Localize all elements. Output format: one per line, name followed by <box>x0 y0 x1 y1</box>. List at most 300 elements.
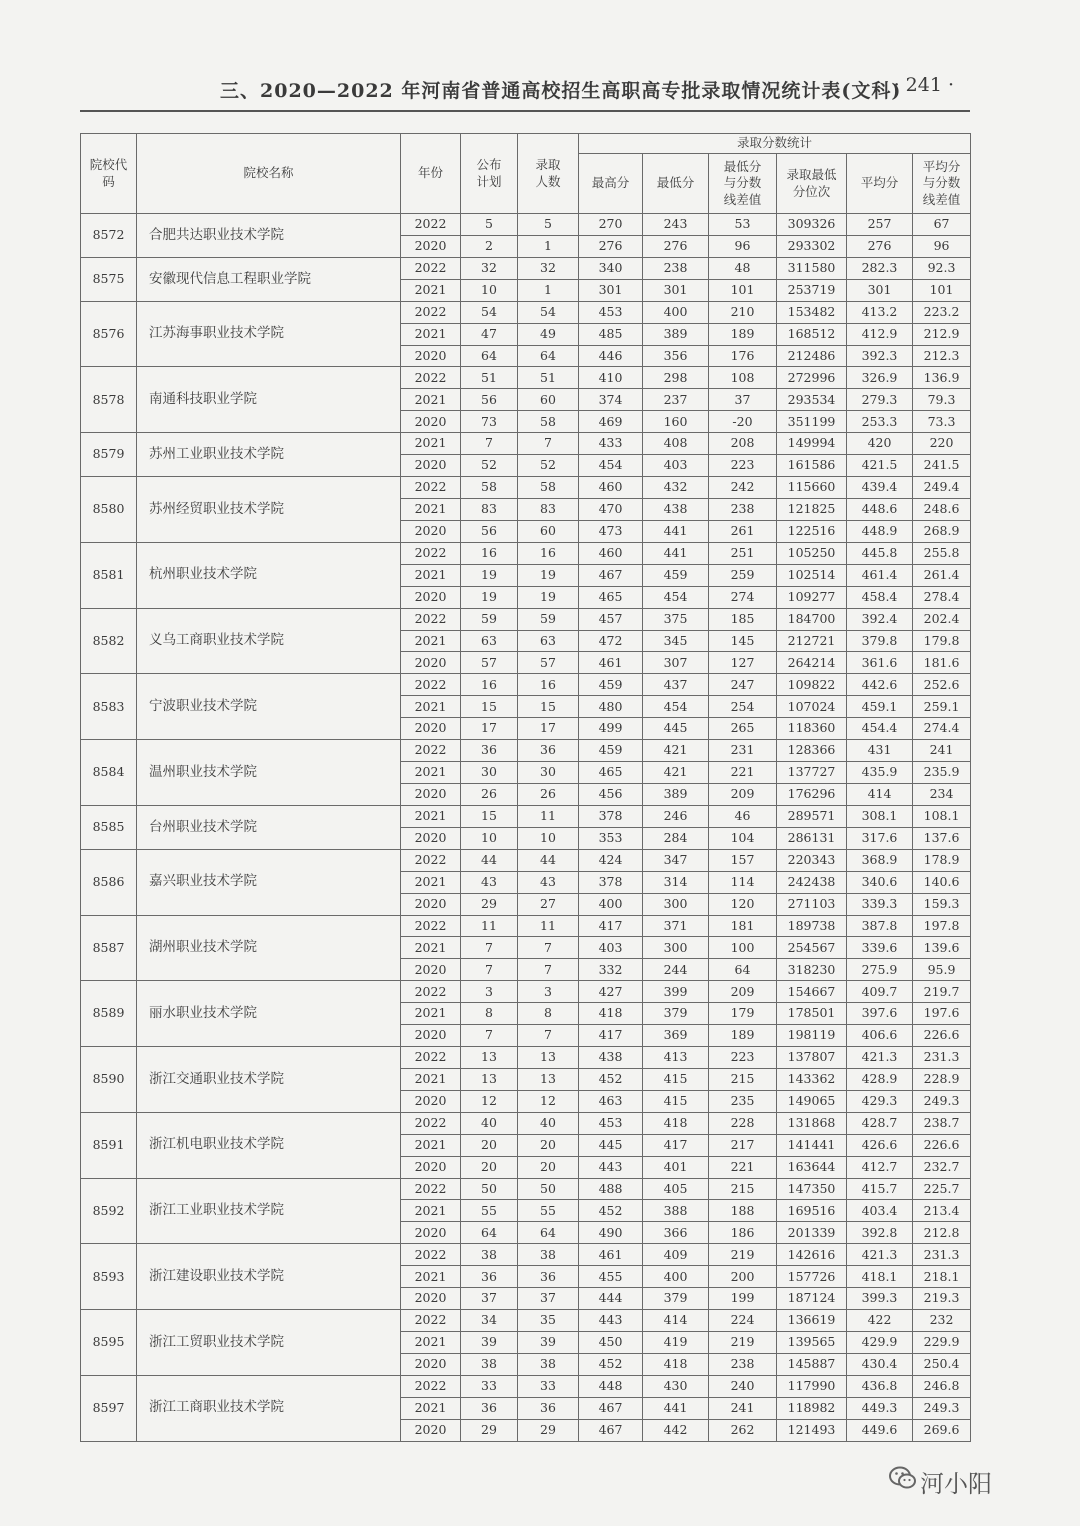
school-code: 8591 <box>81 1112 137 1178</box>
cell-max-score: 448 <box>579 1375 643 1397</box>
cell-admitted: 17 <box>518 718 579 740</box>
cell-admitted: 64 <box>518 1222 579 1244</box>
cell-plan: 26 <box>461 783 518 805</box>
cell-year: 2021 <box>401 1134 461 1156</box>
cell-min-rank: 102514 <box>777 564 847 586</box>
cell-min-diff: 231 <box>709 740 777 762</box>
table-row <box>81 477 971 499</box>
cell-min-score: 371 <box>643 915 709 937</box>
cell-year: 2020 <box>401 1353 461 1375</box>
school-name: 嘉兴职业技术学院 <box>137 849 401 915</box>
cell-min-score: 379 <box>643 1003 709 1025</box>
cell-admitted: 40 <box>518 1112 579 1134</box>
cell-max-score: 467 <box>579 564 643 586</box>
col-header-admitted: 录取人数 <box>518 134 579 214</box>
cell-admitted: 27 <box>518 893 579 915</box>
cell-max-score: 455 <box>579 1266 643 1288</box>
cell-admitted: 11 <box>518 805 579 827</box>
cell-avg-diff: 219.3 <box>913 1288 971 1310</box>
cell-avg-diff: 268.9 <box>913 520 971 542</box>
cell-year: 2021 <box>401 1200 461 1222</box>
cell-admitted: 60 <box>518 520 579 542</box>
table-row <box>81 915 971 937</box>
table-row <box>81 1178 971 1200</box>
cell-min-score: 415 <box>643 1090 709 1112</box>
cell-avg-score: 429.3 <box>847 1090 913 1112</box>
cell-min-diff: 265 <box>709 718 777 740</box>
cell-avg-score: 439.4 <box>847 477 913 499</box>
cell-admitted: 13 <box>518 1047 579 1069</box>
cell-min-diff: 53 <box>709 214 777 236</box>
school-code: 8592 <box>81 1178 137 1244</box>
cell-avg-score: 431 <box>847 740 913 762</box>
cell-plan: 7 <box>461 433 518 455</box>
cell-year: 2021 <box>401 805 461 827</box>
cell-avg-score: 412.9 <box>847 323 913 345</box>
cell-admitted: 26 <box>518 783 579 805</box>
cell-min-rank: 128366 <box>777 740 847 762</box>
cell-min-diff: 240 <box>709 1375 777 1397</box>
cell-min-diff: 251 <box>709 542 777 564</box>
cell-avg-diff: 213.4 <box>913 1200 971 1222</box>
cell-min-score: 405 <box>643 1178 709 1200</box>
cell-min-score: 246 <box>643 805 709 827</box>
cell-min-score: 307 <box>643 652 709 674</box>
school-code: 8582 <box>81 608 137 674</box>
cell-year: 2021 <box>401 1397 461 1419</box>
cell-admitted: 1 <box>518 235 579 257</box>
cell-plan: 13 <box>461 1047 518 1069</box>
cell-avg-diff: 269.6 <box>913 1419 971 1441</box>
cell-admitted: 37 <box>518 1288 579 1310</box>
cell-avg-score: 275.9 <box>847 959 913 981</box>
cell-year: 2021 <box>401 1266 461 1288</box>
cell-avg-score: 392.8 <box>847 1222 913 1244</box>
cell-min-diff: 241 <box>709 1397 777 1419</box>
school-code: 8587 <box>81 915 137 981</box>
cell-min-diff: 199 <box>709 1288 777 1310</box>
cell-avg-diff: 226.6 <box>913 1134 971 1156</box>
cell-year: 2020 <box>401 1419 461 1441</box>
cell-avg-diff: 108.1 <box>913 805 971 827</box>
cell-min-rank: 105250 <box>777 542 847 564</box>
school-code: 8576 <box>81 301 137 367</box>
cell-min-diff: 238 <box>709 498 777 520</box>
cell-min-diff: 189 <box>709 323 777 345</box>
cell-plan: 64 <box>461 345 518 367</box>
cell-min-score: 419 <box>643 1332 709 1354</box>
cell-avg-diff: 67 <box>913 214 971 236</box>
cell-plan: 43 <box>461 871 518 893</box>
cell-admitted: 35 <box>518 1310 579 1332</box>
cell-min-rank: 122516 <box>777 520 847 542</box>
cell-avg-diff: 246.8 <box>913 1375 971 1397</box>
cell-avg-score: 392.3 <box>847 345 913 367</box>
cell-avg-score: 421.3 <box>847 1047 913 1069</box>
cell-max-score: 438 <box>579 1047 643 1069</box>
admission-stats-table <box>80 133 971 1442</box>
cell-avg-score: 422 <box>847 1310 913 1332</box>
cell-max-score: 450 <box>579 1332 643 1354</box>
cell-avg-score: 421.5 <box>847 455 913 477</box>
cell-min-diff: 223 <box>709 455 777 477</box>
cell-avg-diff: 252.6 <box>913 674 971 696</box>
cell-min-score: 418 <box>643 1112 709 1134</box>
cell-min-score: 417 <box>643 1134 709 1156</box>
cell-max-score: 473 <box>579 520 643 542</box>
cell-min-score: 454 <box>643 586 709 608</box>
school-code: 8580 <box>81 477 137 543</box>
table-row <box>81 542 971 564</box>
cell-avg-diff: 181.6 <box>913 652 971 674</box>
cell-max-score: 276 <box>579 235 643 257</box>
cell-min-rank: 212486 <box>777 345 847 367</box>
cell-min-rank: 254567 <box>777 937 847 959</box>
school-name: 安徽现代信息工程职业学院 <box>137 257 401 301</box>
table-body <box>81 214 971 1442</box>
cell-min-rank: 118982 <box>777 1397 847 1419</box>
cell-admitted: 5 <box>518 214 579 236</box>
cell-avg-diff: 248.6 <box>913 498 971 520</box>
cell-avg-score: 326.9 <box>847 367 913 389</box>
cell-min-diff: 242 <box>709 477 777 499</box>
cell-min-score: 454 <box>643 696 709 718</box>
cell-avg-diff: 140.6 <box>913 871 971 893</box>
col-header-avg: 平均分 <box>847 154 913 214</box>
cell-avg-score: 282.3 <box>847 257 913 279</box>
cell-min-rank: 136619 <box>777 1310 847 1332</box>
cell-admitted: 7 <box>518 1025 579 1047</box>
cell-avg-diff: 178.9 <box>913 849 971 871</box>
cell-min-rank: 121493 <box>777 1419 847 1441</box>
cell-plan: 12 <box>461 1090 518 1112</box>
cell-min-diff: 189 <box>709 1025 777 1047</box>
cell-min-diff: 145 <box>709 630 777 652</box>
cell-avg-diff: 231.3 <box>913 1047 971 1069</box>
cell-year: 2020 <box>401 783 461 805</box>
cell-year: 2022 <box>401 301 461 323</box>
cell-plan: 52 <box>461 455 518 477</box>
cell-min-diff: 37 <box>709 389 777 411</box>
school-name: 浙江建设职业技术学院 <box>137 1244 401 1310</box>
cell-avg-diff: 235.9 <box>913 762 971 784</box>
cell-year: 2021 <box>401 1068 461 1090</box>
cell-min-score: 244 <box>643 959 709 981</box>
cell-max-score: 374 <box>579 389 643 411</box>
cell-plan: 19 <box>461 564 518 586</box>
table-row <box>81 301 971 323</box>
cell-plan: 3 <box>461 981 518 1003</box>
cell-min-score: 408 <box>643 433 709 455</box>
cell-min-score: 414 <box>643 1310 709 1332</box>
table-row <box>81 1375 971 1397</box>
cell-min-diff: 101 <box>709 279 777 301</box>
cell-plan: 7 <box>461 937 518 959</box>
cell-min-diff: 262 <box>709 1419 777 1441</box>
cell-plan: 8 <box>461 1003 518 1025</box>
cell-admitted: 52 <box>518 455 579 477</box>
cell-avg-diff: 197.6 <box>913 1003 971 1025</box>
cell-min-score: 356 <box>643 345 709 367</box>
cell-avg-score: 339.3 <box>847 893 913 915</box>
school-name: 浙江工贸职业技术学院 <box>137 1310 401 1376</box>
cell-avg-score: 428.7 <box>847 1112 913 1134</box>
cell-plan: 57 <box>461 652 518 674</box>
cell-avg-diff: 228.9 <box>913 1068 971 1090</box>
cell-year: 2021 <box>401 937 461 959</box>
cell-min-score: 298 <box>643 367 709 389</box>
cell-admitted: 19 <box>518 586 579 608</box>
cell-max-score: 378 <box>579 871 643 893</box>
school-code: 8593 <box>81 1244 137 1310</box>
col-header-min-diff: 最低分与分数线差值 <box>709 154 777 214</box>
cell-year: 2020 <box>401 1090 461 1112</box>
cell-min-score: 441 <box>643 520 709 542</box>
table-row <box>81 674 971 696</box>
school-name: 江苏海事职业技术学院 <box>137 301 401 367</box>
cell-max-score: 457 <box>579 608 643 630</box>
cell-year: 2020 <box>401 959 461 981</box>
cell-min-diff: 64 <box>709 959 777 981</box>
cell-year: 2022 <box>401 849 461 871</box>
cell-year: 2020 <box>401 235 461 257</box>
cell-min-diff: -20 <box>709 411 777 433</box>
cell-max-score: 459 <box>579 740 643 762</box>
cell-avg-diff: 249.3 <box>913 1397 971 1419</box>
cell-min-diff: 46 <box>709 805 777 827</box>
cell-avg-score: 301 <box>847 279 913 301</box>
cell-avg-score: 308.1 <box>847 805 913 827</box>
cell-plan: 50 <box>461 1178 518 1200</box>
col-header-year: 年份 <box>401 134 461 214</box>
cell-year: 2020 <box>401 345 461 367</box>
cell-min-diff: 274 <box>709 586 777 608</box>
cell-min-rank: 293302 <box>777 235 847 257</box>
cell-min-diff: 96 <box>709 235 777 257</box>
school-name: 浙江交通职业技术学院 <box>137 1047 401 1113</box>
cell-year: 2021 <box>401 630 461 652</box>
cell-min-score: 400 <box>643 301 709 323</box>
cell-year: 2020 <box>401 520 461 542</box>
cell-avg-diff: 218.1 <box>913 1266 971 1288</box>
school-name: 杭州职业技术学院 <box>137 542 401 608</box>
cell-avg-score: 399.3 <box>847 1288 913 1310</box>
cell-year: 2021 <box>401 564 461 586</box>
cell-max-score: 433 <box>579 433 643 455</box>
cell-min-diff: 120 <box>709 893 777 915</box>
cell-min-score: 441 <box>643 542 709 564</box>
cell-admitted: 11 <box>518 915 579 937</box>
cell-min-score: 415 <box>643 1068 709 1090</box>
school-name: 浙江机电职业技术学院 <box>137 1112 401 1178</box>
cell-min-rank: 157726 <box>777 1266 847 1288</box>
table-row <box>81 433 971 455</box>
cell-min-score: 389 <box>643 783 709 805</box>
cell-avg-score: 392.4 <box>847 608 913 630</box>
cell-admitted: 58 <box>518 477 579 499</box>
cell-year: 2021 <box>401 279 461 301</box>
school-code: 8590 <box>81 1047 137 1113</box>
cell-year: 2020 <box>401 411 461 433</box>
cell-plan: 38 <box>461 1353 518 1375</box>
cell-plan: 40 <box>461 1112 518 1134</box>
cell-year: 2020 <box>401 1025 461 1047</box>
cell-min-rank: 137727 <box>777 762 847 784</box>
cell-min-diff: 185 <box>709 608 777 630</box>
cell-min-diff: 221 <box>709 1156 777 1178</box>
cell-min-diff: 188 <box>709 1200 777 1222</box>
cell-max-score: 472 <box>579 630 643 652</box>
cell-min-diff: 261 <box>709 520 777 542</box>
cell-admitted: 15 <box>518 696 579 718</box>
table-row <box>81 214 971 236</box>
cell-min-diff: 209 <box>709 783 777 805</box>
cell-avg-diff: 79.3 <box>913 389 971 411</box>
school-code: 8572 <box>81 214 137 258</box>
table-row <box>81 367 971 389</box>
cell-max-score: 456 <box>579 783 643 805</box>
cell-year: 2021 <box>401 762 461 784</box>
cell-admitted: 20 <box>518 1156 579 1178</box>
col-header-name: 院校名称 <box>137 134 401 214</box>
cell-avg-diff: 197.8 <box>913 915 971 937</box>
wechat-icon <box>888 1464 918 1492</box>
cell-min-score: 401 <box>643 1156 709 1178</box>
cell-year: 2022 <box>401 1178 461 1200</box>
cell-min-score: 421 <box>643 740 709 762</box>
cell-min-rank: 286131 <box>777 827 847 849</box>
cell-min-rank: 115660 <box>777 477 847 499</box>
cell-avg-diff: 220 <box>913 433 971 455</box>
cell-min-rank: 169516 <box>777 1200 847 1222</box>
school-code: 8578 <box>81 367 137 433</box>
cell-avg-score: 387.8 <box>847 915 913 937</box>
cell-min-score: 418 <box>643 1353 709 1375</box>
cell-min-score: 238 <box>643 257 709 279</box>
cell-admitted: 44 <box>518 849 579 871</box>
cell-avg-score: 276 <box>847 235 913 257</box>
cell-min-diff: 235 <box>709 1090 777 1112</box>
cell-avg-score: 420 <box>847 433 913 455</box>
cell-avg-score: 340.6 <box>847 871 913 893</box>
cell-plan: 73 <box>461 411 518 433</box>
cell-max-score: 353 <box>579 827 643 849</box>
cell-min-score: 441 <box>643 1397 709 1419</box>
cell-max-score: 469 <box>579 411 643 433</box>
cell-min-rank: 264214 <box>777 652 847 674</box>
cell-avg-diff: 226.6 <box>913 1025 971 1047</box>
cell-avg-diff: 202.4 <box>913 608 971 630</box>
cell-admitted: 1 <box>518 279 579 301</box>
cell-plan: 20 <box>461 1156 518 1178</box>
cell-year: 2020 <box>401 1288 461 1310</box>
cell-min-rank: 149065 <box>777 1090 847 1112</box>
cell-admitted: 29 <box>518 1419 579 1441</box>
col-header-min: 最低分 <box>643 154 709 214</box>
cell-avg-score: 403.4 <box>847 1200 913 1222</box>
cell-year: 2020 <box>401 1156 461 1178</box>
cell-year: 2022 <box>401 981 461 1003</box>
cell-min-rank: 184700 <box>777 608 847 630</box>
cell-min-score: 366 <box>643 1222 709 1244</box>
cell-admitted: 38 <box>518 1244 579 1266</box>
cell-plan: 63 <box>461 630 518 652</box>
cell-max-score: 270 <box>579 214 643 236</box>
cell-year: 2022 <box>401 1047 461 1069</box>
school-code: 8585 <box>81 805 137 849</box>
cell-max-score: 470 <box>579 498 643 520</box>
cell-min-diff: 100 <box>709 937 777 959</box>
cell-min-rank: 147350 <box>777 1178 847 1200</box>
cell-plan: 17 <box>461 718 518 740</box>
cell-min-diff: 108 <box>709 367 777 389</box>
cell-admitted: 16 <box>518 542 579 564</box>
cell-min-rank: 293534 <box>777 389 847 411</box>
cell-plan: 7 <box>461 959 518 981</box>
cell-admitted: 36 <box>518 1397 579 1419</box>
cell-avg-score: 253.3 <box>847 411 913 433</box>
cell-year: 2021 <box>401 323 461 345</box>
cell-avg-score: 461.4 <box>847 564 913 586</box>
cell-plan: 51 <box>461 367 518 389</box>
cell-min-rank: 139565 <box>777 1332 847 1354</box>
cell-min-diff: 104 <box>709 827 777 849</box>
cell-avg-diff: 238.7 <box>913 1112 971 1134</box>
cell-min-diff: 114 <box>709 871 777 893</box>
cell-max-score: 488 <box>579 1178 643 1200</box>
cell-plan: 7 <box>461 1025 518 1047</box>
cell-min-rank: 154667 <box>777 981 847 1003</box>
cell-avg-diff: 278.4 <box>913 586 971 608</box>
col-header-min-rank: 录取最低分位次 <box>777 154 847 214</box>
cell-avg-diff: 73.3 <box>913 411 971 433</box>
cell-max-score: 446 <box>579 345 643 367</box>
cell-min-score: 284 <box>643 827 709 849</box>
cell-max-score: 443 <box>579 1156 643 1178</box>
cell-avg-score: 458.4 <box>847 586 913 608</box>
cell-plan: 36 <box>461 1266 518 1288</box>
school-name: 宁波职业技术学院 <box>137 674 401 740</box>
cell-max-score: 410 <box>579 367 643 389</box>
school-name: 合肥共达职业技术学院 <box>137 214 401 258</box>
cell-plan: 15 <box>461 805 518 827</box>
school-code: 8595 <box>81 1310 137 1376</box>
table-row <box>81 849 971 871</box>
cell-min-rank: 318230 <box>777 959 847 981</box>
cell-year: 2022 <box>401 674 461 696</box>
cell-max-score: 467 <box>579 1397 643 1419</box>
cell-max-score: 454 <box>579 455 643 477</box>
cell-min-score: 379 <box>643 1288 709 1310</box>
cell-max-score: 378 <box>579 805 643 827</box>
cell-max-score: 418 <box>579 1003 643 1025</box>
cell-min-diff: 209 <box>709 981 777 1003</box>
cell-min-diff: 210 <box>709 301 777 323</box>
table-row <box>81 257 971 279</box>
cell-min-score: 413 <box>643 1047 709 1069</box>
school-name: 温州职业技术学院 <box>137 740 401 806</box>
col-header-avg-diff: 平均分与分数线差值 <box>913 154 971 214</box>
cell-admitted: 51 <box>518 367 579 389</box>
cell-admitted: 19 <box>518 564 579 586</box>
cell-plan: 10 <box>461 279 518 301</box>
cell-avg-score: 361.6 <box>847 652 913 674</box>
cell-min-diff: 228 <box>709 1112 777 1134</box>
cell-avg-diff: 179.8 <box>913 630 971 652</box>
cell-avg-score: 429.9 <box>847 1332 913 1354</box>
cell-avg-score: 379.8 <box>847 630 913 652</box>
cell-avg-score: 449.3 <box>847 1397 913 1419</box>
